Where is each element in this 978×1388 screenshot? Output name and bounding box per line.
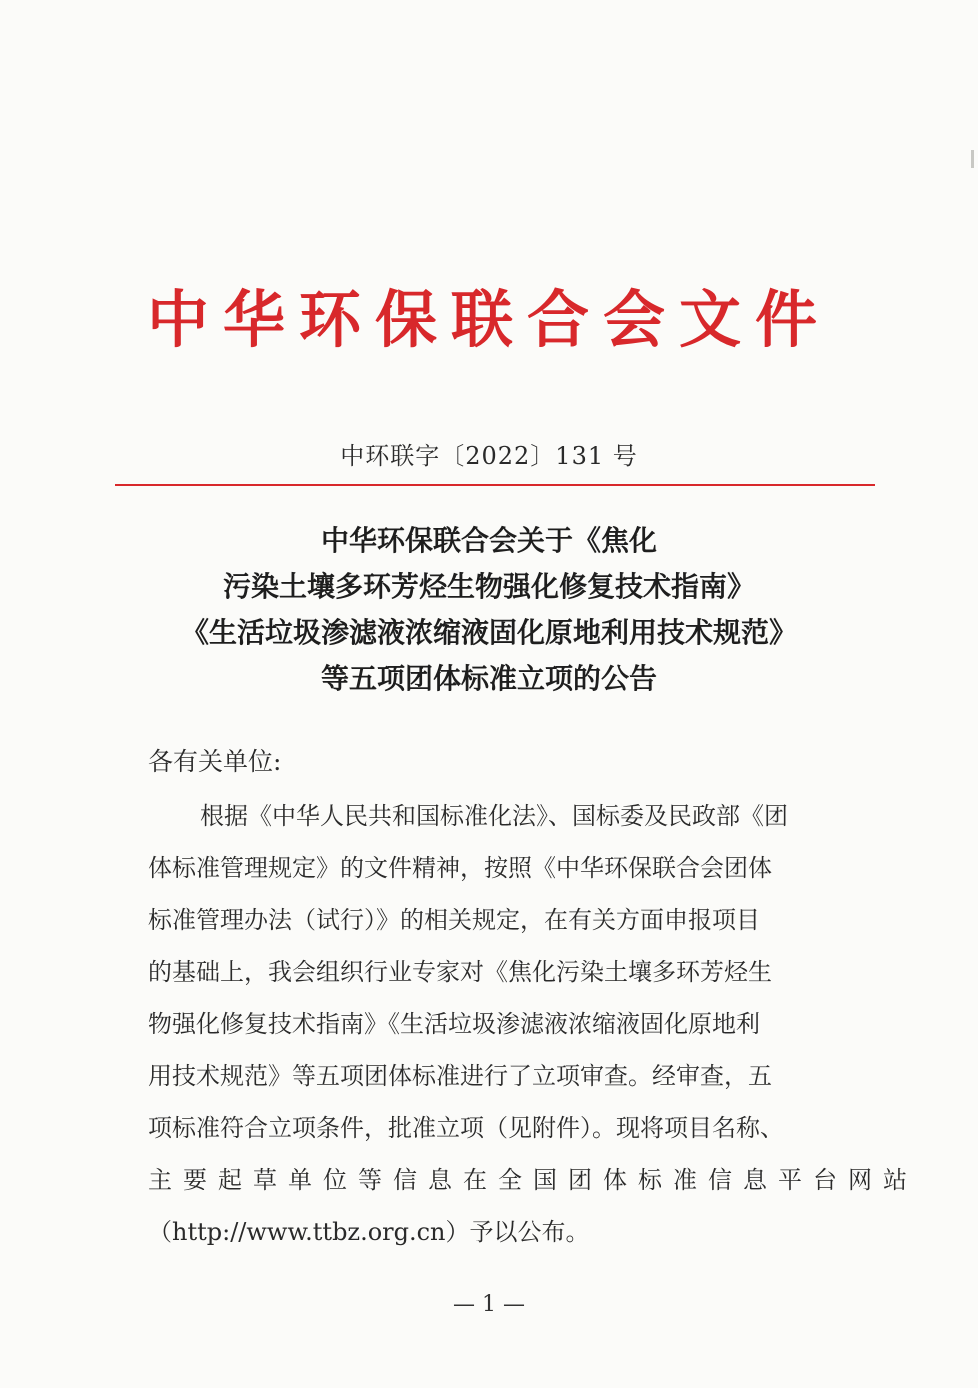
body-line: 标准管理办法（试行）》的相关规定，在有关方面申报项目 (148, 906, 760, 934)
document-number: 中环联字〔2022〕131 号 (340, 442, 638, 470)
body-line: 用技术规范》等五项团体标准进行了立项审查。经审查，五 (148, 1062, 772, 1090)
letterhead-title: 中华环保联合会文件 (146, 283, 831, 356)
body-line: 主要起草单位等信息在全国团体标准信息平台网站 (148, 1166, 918, 1194)
salutation: 各有关单位: (148, 747, 282, 776)
title-line: 等五项团体标准立项的公告 (320, 662, 657, 695)
body-line: 体标准管理规定》的文件精神，按照《中华环保联合会团体 (148, 854, 772, 882)
red-divider (115, 484, 875, 486)
body-line: 的基础上，我会组织行业专家对《焦化污染土壤多环芳烃生 (148, 958, 772, 986)
body-line: （http://www.ttbz.org.cn）予以公布。 (148, 1218, 590, 1246)
body-line: 根据《中华人民共和国标准化法》、国标委及民政部《团 (200, 802, 788, 830)
page-number: — 1 — (453, 1292, 525, 1317)
title-line: 中华环保联合会关于《焦化 (320, 524, 657, 557)
body-line: 物强化修复技术指南》《生活垃圾渗滤液浓缩液固化原地利 (148, 1010, 760, 1038)
title-line: 《生活垃圾渗滤液浓缩液固化原地利用技术规范》 (180, 616, 797, 649)
scan-edge-mark (971, 150, 974, 168)
body-paragraph (148, 790, 918, 1258)
body-line: 项标准符合立项条件，批准立项（见附件）。现将项目名称、 (148, 1114, 784, 1142)
title-line: 污染土壤多环芳烃生物强化修复技术指南》 (222, 570, 755, 603)
notice-title (0, 518, 978, 702)
